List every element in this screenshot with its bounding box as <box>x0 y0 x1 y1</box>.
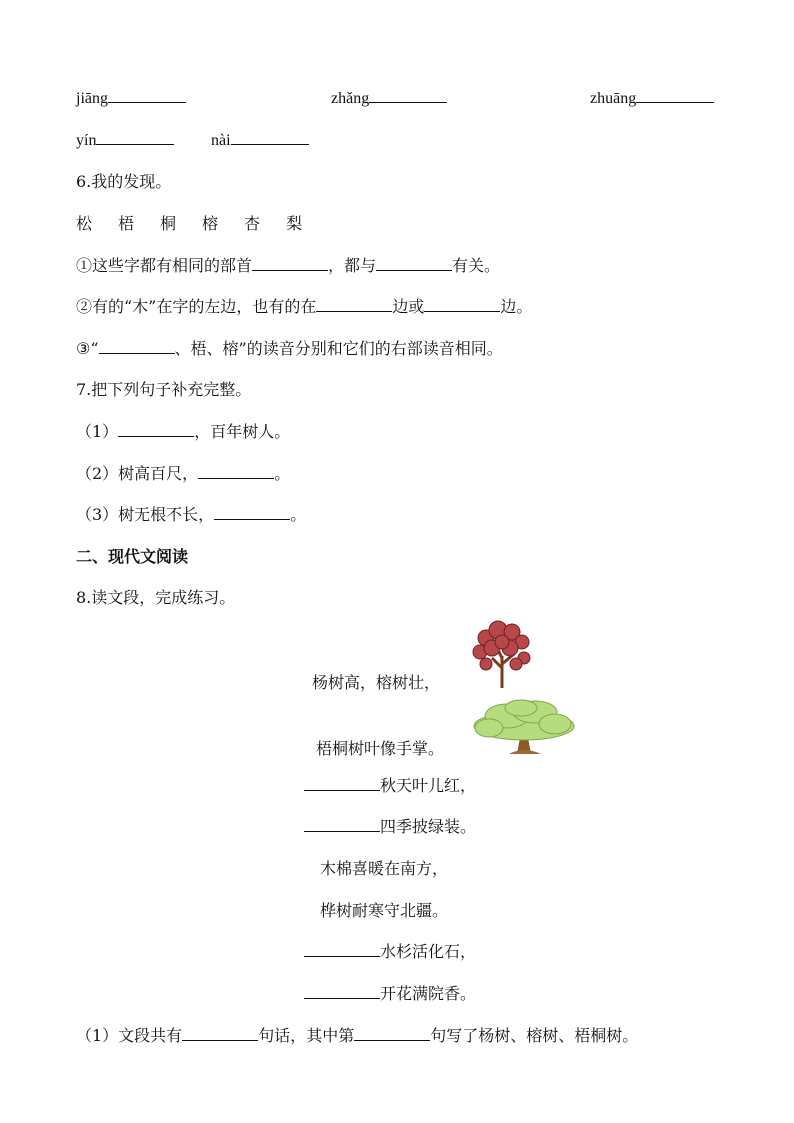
text: （3）树无根不长， <box>76 505 215 524</box>
character: 桐 <box>160 214 177 233</box>
text: ，百年树人。 <box>194 422 291 441</box>
answer-blank[interactable] <box>214 505 290 520</box>
text: 边或 <box>392 297 425 316</box>
text: 句话，其中第 <box>258 1026 355 1045</box>
answer-blank[interactable] <box>636 88 714 103</box>
pinyin-item-zhuang <box>590 88 714 110</box>
pinyin-item-nai <box>211 130 309 152</box>
answer-blank[interactable] <box>304 817 380 832</box>
text: （1）文段共有 <box>76 1026 183 1045</box>
question-6-item-1 <box>76 255 500 277</box>
poem-line-6: 桦树耐寒守北疆。 <box>320 901 449 920</box>
answer-blank[interactable] <box>369 88 447 103</box>
character-list <box>76 213 328 235</box>
green-tree-illustration <box>471 698 577 756</box>
answer-blank[interactable] <box>376 256 452 271</box>
text: 有关。 <box>452 256 501 275</box>
character: 榕 <box>202 214 219 233</box>
pinyin-item-zhang <box>331 88 447 110</box>
poem-line-7 <box>304 941 476 963</box>
text: 秋天叶儿红， <box>380 776 477 795</box>
question-8-sub-1 <box>76 1025 638 1047</box>
question-6-title: 6.我的发现。 <box>76 172 172 191</box>
answer-blank[interactable] <box>354 1026 430 1041</box>
question-7-sentence-3 <box>76 504 306 526</box>
text: ③“ <box>76 339 99 358</box>
character: 松 <box>76 214 93 233</box>
text: 。 <box>290 505 307 524</box>
question-7-sentence-1 <box>76 421 290 443</box>
pinyin-text: zhuāng <box>590 90 637 107</box>
answer-blank[interactable] <box>99 339 175 354</box>
answer-blank[interactable] <box>424 297 500 312</box>
answer-blank[interactable] <box>108 88 186 103</box>
text: 四季披绿装。 <box>380 817 477 836</box>
question-6-item-2 <box>76 296 532 318</box>
answer-blank[interactable] <box>252 256 328 271</box>
text: ②有的“木”在字的左边，也有的在 <box>76 297 317 316</box>
poem-line-8 <box>304 983 476 1005</box>
answer-blank[interactable] <box>182 1026 258 1041</box>
character: 杏 <box>244 214 261 233</box>
answer-blank[interactable] <box>231 130 309 145</box>
question-7-sentence-2 <box>76 463 290 485</box>
text: 开花满院香。 <box>380 984 477 1003</box>
text: 、梧、榕”的读音分别和它们的右部读音相同。 <box>174 339 503 358</box>
answer-blank[interactable] <box>304 942 380 957</box>
character: 梧 <box>118 214 135 233</box>
text: （2）树高百尺， <box>76 464 199 483</box>
answer-blank[interactable] <box>304 776 380 791</box>
poem-line-2: 梧桐树叶像手掌。 <box>316 739 445 758</box>
character: 梨 <box>286 214 303 233</box>
answer-blank[interactable] <box>304 984 380 999</box>
answer-blank[interactable] <box>96 130 174 145</box>
pinyin-text: zhǎng <box>331 90 370 107</box>
text: 。 <box>274 464 291 483</box>
answer-blank[interactable] <box>316 297 392 312</box>
text: 边。 <box>500 297 533 316</box>
text: ，都与 <box>328 256 377 275</box>
text: 句写了杨树、榕树、梧桐树。 <box>430 1026 639 1045</box>
section-heading: 二、现代文阅读 <box>76 547 189 566</box>
question-7-title: 7.把下列句子补充完整。 <box>76 380 252 399</box>
poem-line-3 <box>304 775 476 797</box>
pinyin-item-jiang <box>76 88 186 110</box>
poem-line-4 <box>304 816 476 838</box>
pinyin-item-yin <box>76 130 174 152</box>
text: ①这些字都有相同的部首 <box>76 256 253 275</box>
red-tree-illustration <box>466 618 538 690</box>
answer-blank[interactable] <box>198 464 274 479</box>
pinyin-text: yín <box>76 132 97 149</box>
text: 水杉活化石， <box>380 942 477 961</box>
question-8-title: 8.读文段，完成练习。 <box>76 588 236 607</box>
pinyin-text: nài <box>211 132 231 149</box>
answer-blank[interactable] <box>118 422 194 437</box>
poem-line-1: 杨树高，榕树壮， <box>312 673 441 692</box>
pinyin-text: jiāng <box>76 90 108 107</box>
question-6-item-3 <box>76 338 503 360</box>
poem-line-5: 木棉喜暖在南方， <box>320 859 449 878</box>
text: （1） <box>76 422 119 441</box>
